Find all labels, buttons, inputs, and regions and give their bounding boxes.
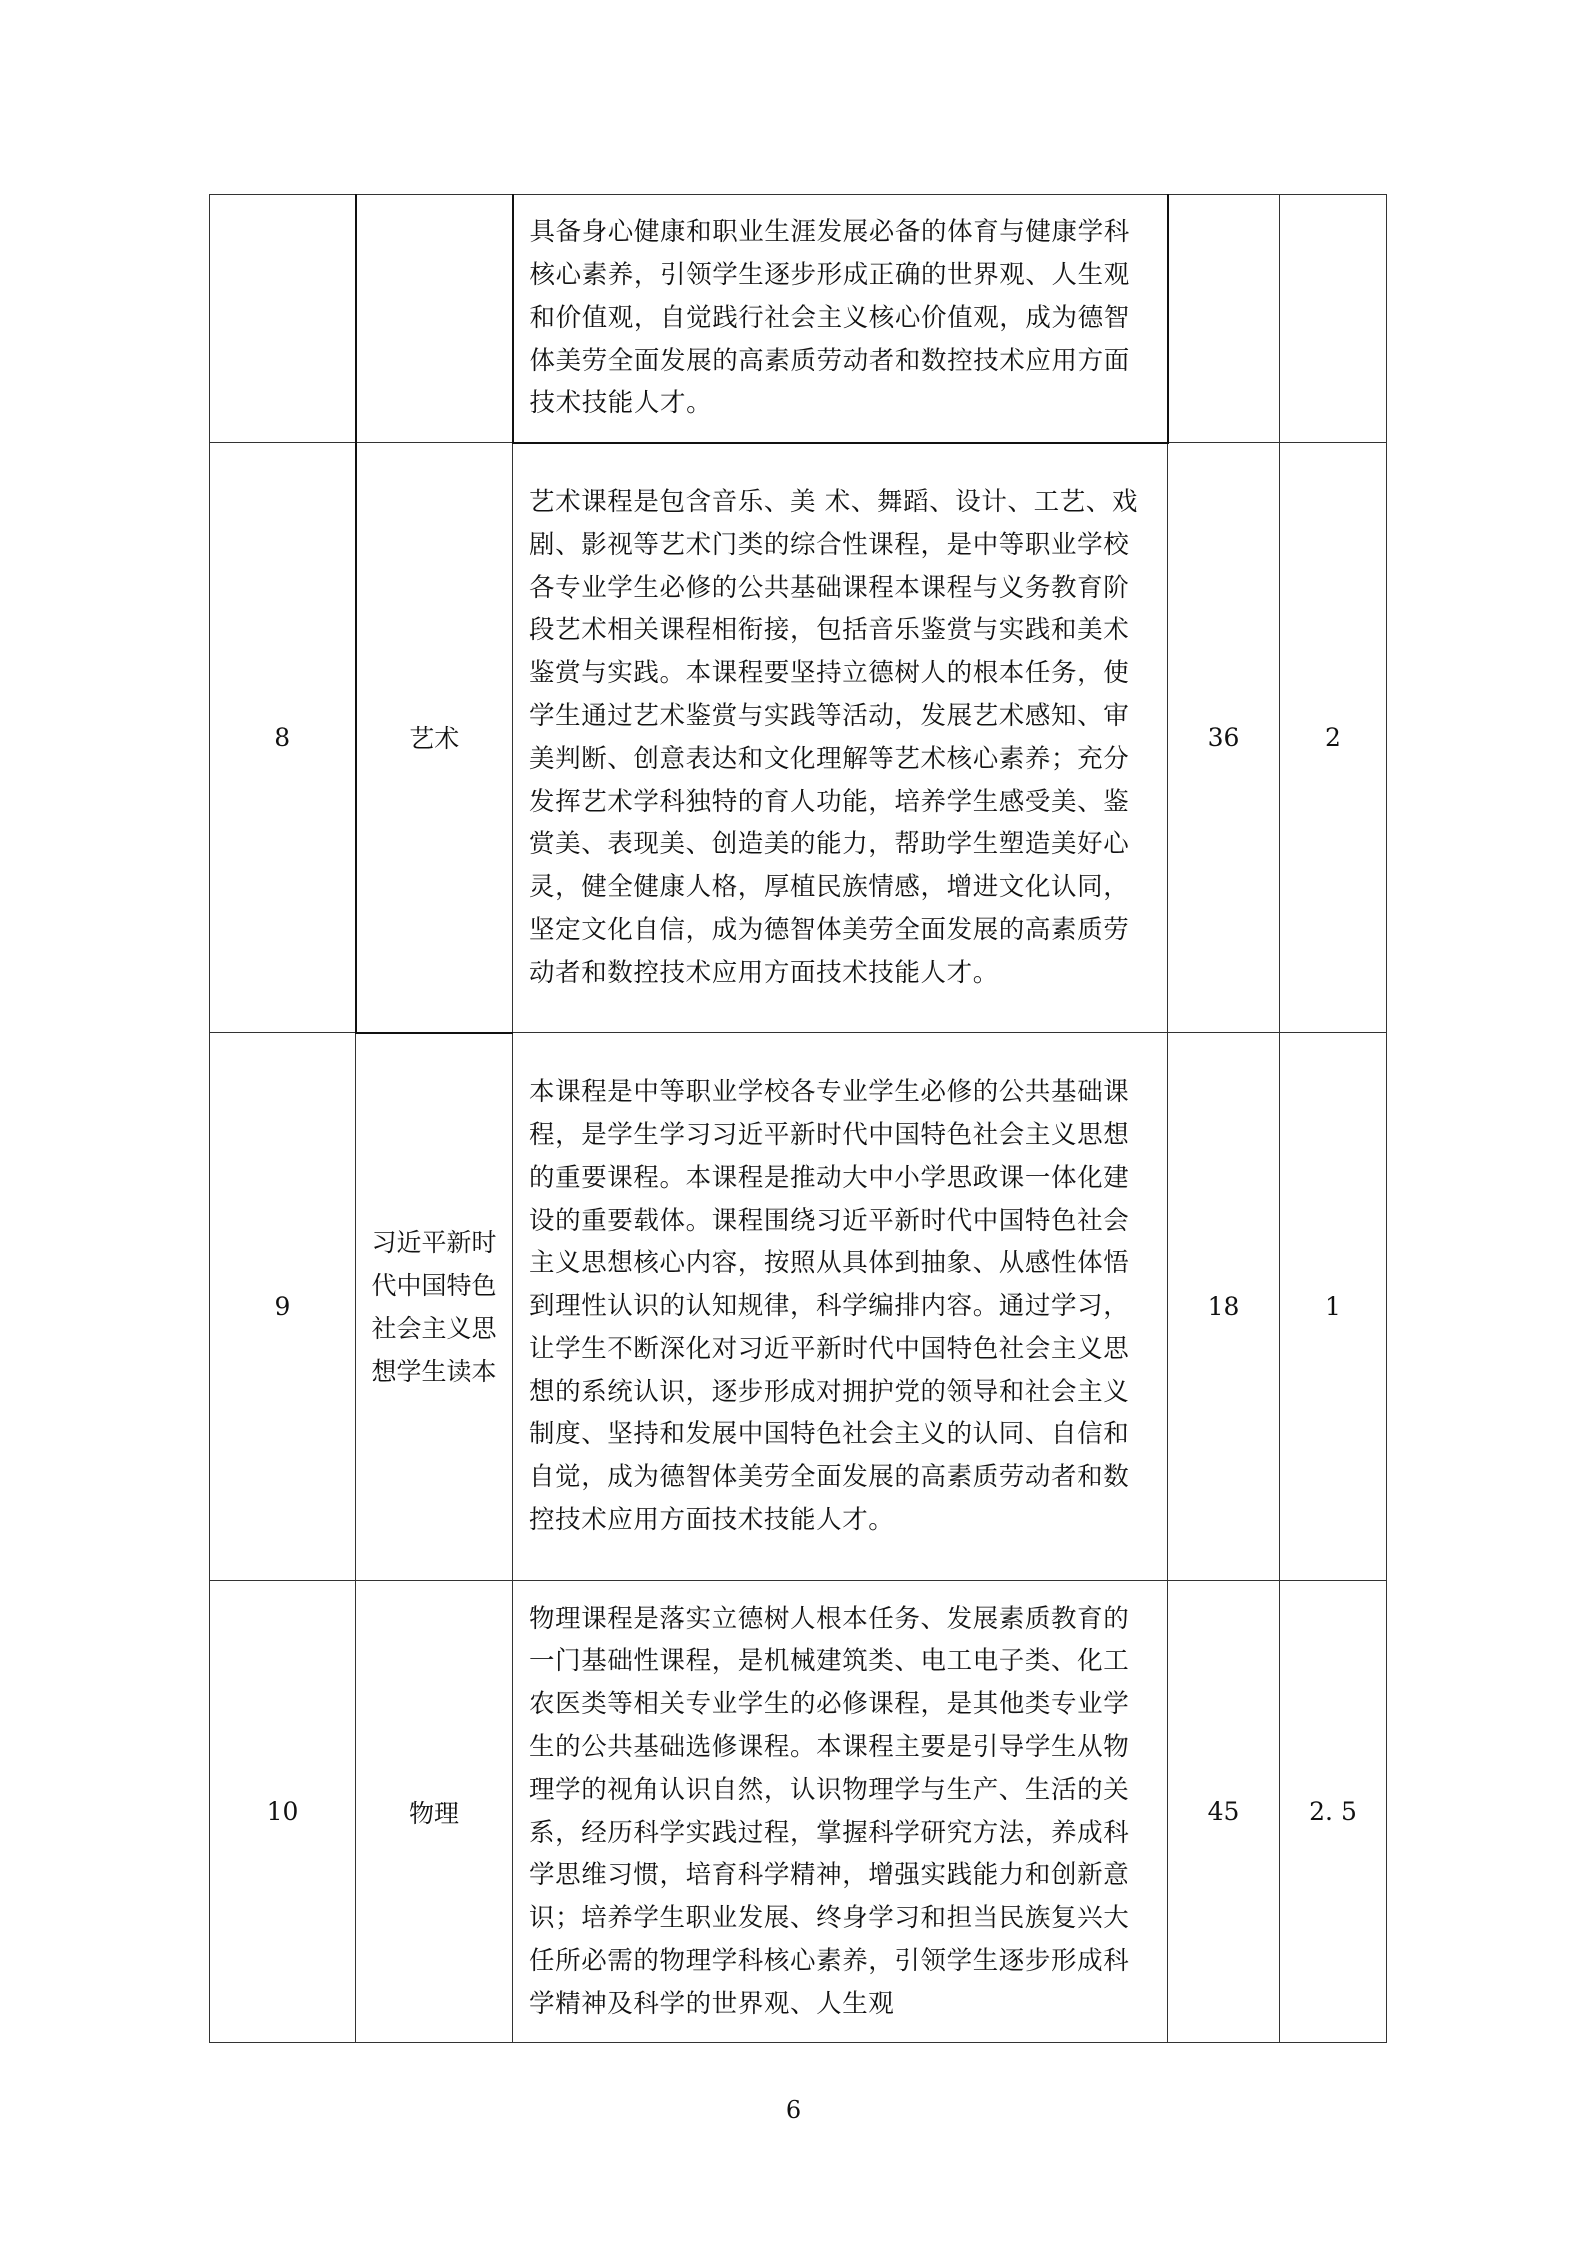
hours-cell [1168, 195, 1280, 443]
course-description-cell: 物理课程是落实立德树人根本任务、发展素质教育的一门基础性课程，是机械建筑类、电工电子类、化工农医类等相关专业学生的必修课程，是其他类专业学生的公共基础选修课程。本课程主要是引导学生从物理学的视角认识自然，认识物理学与生产、生活的关系，经历科学实践过程，掌握科学研究方法，养成科学思维习惯，培育科学精神，增强实践能力和创新意识；培养学生职业发展、终身学习和担当民族复兴大任所必需的物理学科核心素养，引领学生逐步形成科学精神及科学的世界观、人生观 [513, 1581, 1168, 2043]
hours-cell: 36 [1168, 443, 1280, 1033]
table-row [210, 1033, 1387, 1581]
credits-cell: 2. 5 [1280, 1581, 1387, 2043]
course-table [209, 194, 1387, 2043]
course-name-cell: 物理 [356, 1581, 513, 2043]
row-index-cell: 10 [210, 1581, 356, 2043]
course-description-cell: 艺术课程是包含音乐、美 术、舞蹈、设计、工艺、戏剧、影视等艺术门类的综合性课程，是中等职业学校各专业学生必修的公共基础课程本课程与义务教育阶段艺术相关课程相衔接，包括音乐鉴赏与实践和美术鉴赏与实践。本课程要坚持立德树人的根本任务，使学生通过艺术鉴赏与实践等活动，发展艺术感知、审美判断、创意表达和文化理解等艺术核心素养；充分发挥艺术学科独特的育人功能，培养学生感受美、鉴赏美、表现美、创造美的能力，帮助学生塑造美好心灵，健全健康人格，厚植民族情感，增进文化认同，坚定文化自信，成为德智体美劳全面发展的高素质劳动者和数控技术应用方面技术技能人才。 [513, 443, 1168, 1033]
course-name-cell [356, 195, 513, 443]
row-index-cell: 9 [210, 1033, 356, 1581]
hours-cell: 18 [1168, 1033, 1280, 1581]
page-number: 6 [785, 2096, 802, 2124]
course-name-cell: 艺术 [356, 443, 513, 1033]
course-name-cell: 习近平新时代中国特色社会主义思想学生读本 [356, 1033, 513, 1581]
row-index-cell [210, 195, 356, 443]
hours-cell: 45 [1168, 1581, 1280, 2043]
course-description-cell: 具备身心健康和职业生涯发展必备的体育与健康学科核心素养，引领学生逐步形成正确的世界观、人生观和价值观，自觉践行社会主义核心价值观，成为德智体美劳全面发展的高素质劳动者和数控技术应用方面技术技能人才。 [513, 195, 1168, 443]
credits-cell: 1 [1280, 1033, 1387, 1581]
course-description-cell: 本课程是中等职业学校各专业学生必修的公共基础课程，是学生学习习近平新时代中国特色社会主义思想的重要课程。本课程是推动大中小学思政课一体化建设的重要载体。课程围绕习近平新时代中国特色社会主义思想核心内容，按照从具体到抽象、从感性体悟到理性认识的认知规律，科学编排内容。通过学习，让学生不断深化对习近平新时代中国特色社会主义思想的系统认识，逐步形成对拥护党的领导和社会主义制度、坚持和发展中国特色社会主义的认同、自信和自觉，成为德智体美劳全面发展的高素质劳动者和数控技术应用方面技术技能人才。 [513, 1033, 1168, 1581]
table-row [210, 443, 1387, 1033]
credits-cell: 2 [1280, 443, 1387, 1033]
table-row [210, 1581, 1387, 2043]
credits-cell [1280, 195, 1387, 443]
row-index-cell: 8 [210, 443, 356, 1033]
table-row [210, 195, 1387, 443]
